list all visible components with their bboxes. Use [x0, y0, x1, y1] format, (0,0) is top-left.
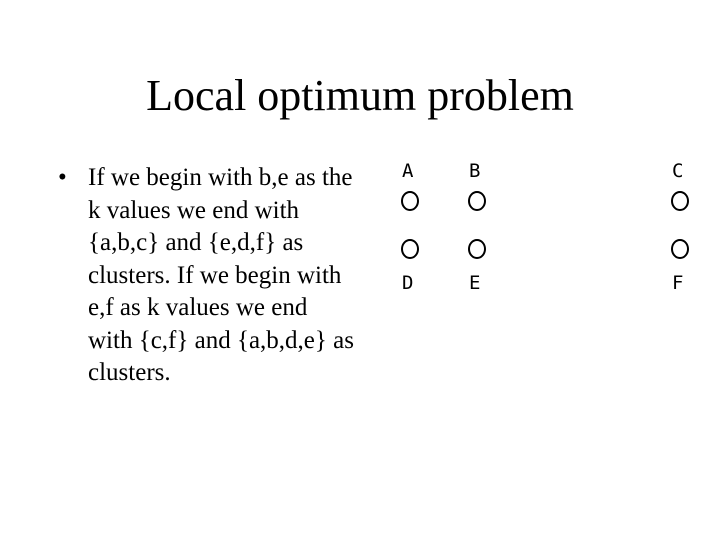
- point-a: [402, 192, 418, 210]
- point-f: [672, 240, 688, 258]
- point-label-b: B: [469, 160, 481, 182]
- point-label-a: A: [402, 160, 414, 182]
- point-d: [402, 240, 418, 258]
- point-label-d: D: [402, 272, 414, 294]
- cluster-diagram: [390, 155, 700, 300]
- point-e: [469, 240, 485, 258]
- bullet-text: If we begin with b,e as the k values we end with {a,b,c} and {e,d,f} as clusters. If we begin with e,f as k values we end with {c,f} and {a,b,d,e} as clusters.: [88, 164, 354, 386]
- bullet-item: [58, 162, 358, 390]
- slide-title: Local optimum problem: [146, 71, 574, 120]
- point-label-f: F: [672, 272, 684, 294]
- point-label-e: E: [469, 272, 481, 294]
- point-c: [672, 192, 688, 210]
- point-label-c: C: [672, 160, 684, 182]
- bullet-symbol: •: [58, 164, 67, 191]
- point-b: [469, 192, 485, 210]
